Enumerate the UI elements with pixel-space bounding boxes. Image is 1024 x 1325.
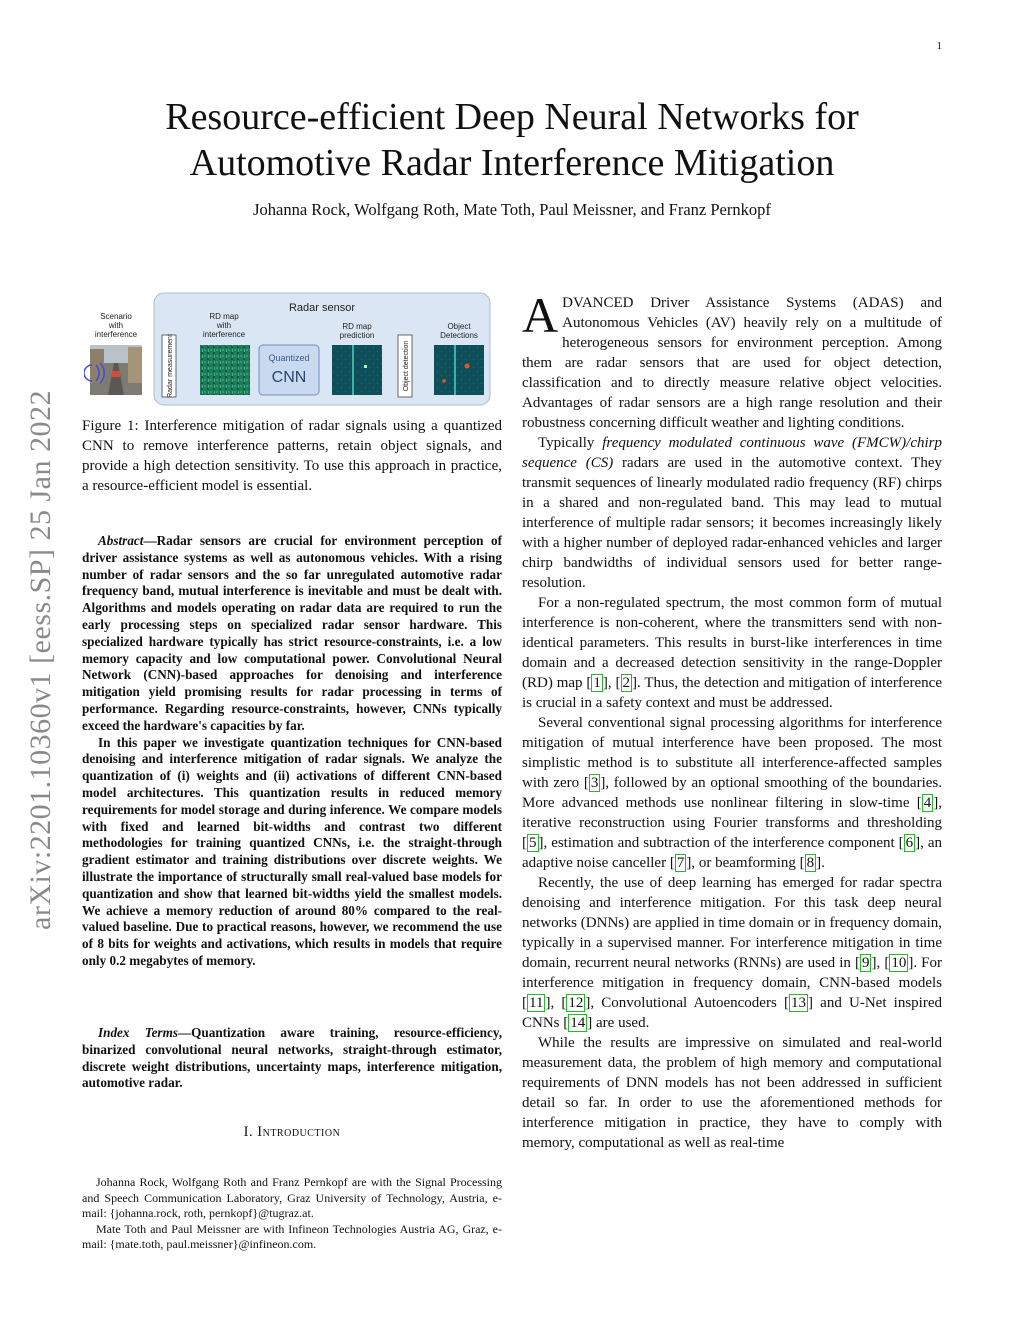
title-line-1: Resource-efficient Deep Neural Networks for [165,96,859,138]
abstract-paragraph-2: In this paper we investigate quantization techniques for CNN-based denoising and interference mitigation of radar signals. We analyze the quantization of (i) weights and (ii) activations of different CNN-based model architectures. This quantization results in reduced memory requirements for model storage and during inference. We compare models with fixed and learned bit-widths and contrast two different methodologies for training quantized CNNs, i.e. the straight-through gradient estimator and training distributions over discrete weights. We illustrate the importance of structurally small real-valued base models for quantization and show that learned bit-widths yield the smallest models. We achieve a memory reduction of around 80% compared to the real-valued baseline. Due to practical reasons, however, we recommend the use of 8 bits for weights and activations, which results in models that require only 0.2 megabytes of memory. [82,734,502,968]
index-terms-label: Index Terms [98,1025,178,1040]
citation-link[interactable]: 5 [529,835,537,851]
object-detections-label-1: Object [447,322,471,331]
footnotes [82,1175,502,1253]
object-detections-image [434,345,484,395]
scenario-label-3: interference [94,330,138,339]
quantized-label: Quantized [268,353,310,363]
abstract-paragraph-1: —Radar sensors are crucial for environment perception of driver assistance systems as well as autonomous vehicles. With a rising number of radar sensors and the so far unregulated automotive radar frequency band, mutual interference is inevitable and must be dealt with. Algorithms and models operating on radar data are required to run the early processing steps on specialized radar sensor hardware. This specialized hardware typically has strict resource-constraints, i.e. a low memory capacity and low computational power. Convolutional Neural Network (CNN)-based approaches for denoising and interference mitigation yield promising results for radar processing in terms of performance. Regarding resource-constraints, however, CNNs typically exceed the hardware's capacities by far. [82,533,502,733]
citation-link[interactable]: 10 [891,955,907,971]
arxiv-stamp-text: arXiv:2201.10360v1 [eess.SP] 25 Jan 2022 [24,390,57,930]
citation-link[interactable]: 6 [905,835,914,851]
scenario-label-2: with [108,321,124,330]
arxiv-stamp[interactable] [18,360,64,960]
rd-map-interference-image [200,345,250,395]
radar-sensor-label: Radar sensor [288,302,356,314]
object-detections-label-2: Detections [440,331,478,340]
object-detection-label: Object detection [403,340,410,392]
radar-measurement-label: Radar measurement [167,334,174,398]
citation-link[interactable]: 14 [570,1015,586,1031]
citation-link[interactable]: 4 [923,795,932,811]
section-heading [82,1124,502,1141]
citation-link[interactable]: 1 [593,675,601,691]
intro-paragraph-3: For a non-regulated spectrum, the most common form of mutual interference is non-coherent, where the transmitters send with non-identical parameters. This results in burst-like interferences in time domain and a decreased detection sensitivity in the range-Doppler (RD) map [ 1 ], [ 2 ]. Thus, the detection and mitigation of interference is crucial in a safety context and must be addressed. [522,595,942,711]
citation-link[interactable]: 13 [790,995,806,1011]
footnote-1: Johanna Rock, Wolfgang Roth and Franz Pernkopf are with the Signal Processing and Speech Communication Laboratory, Graz University of Technology, Austria, e-mail: {johanna.rock, roth, pernkopf}@tugraz.at. [82,1175,502,1220]
figure-1 [84,289,500,411]
intro-paragraph-4: Several conventional signal processing algorithms for interference mitigation of mutual interference have been proposed. The most simplistic method is to substitute all interference-affected samples with zero [ 3 ], followed by an optional smoothing of the boundaries. More advanced methods use nonlinear filtering in slow-time [ 4 ], iterative reconstruction using Fourier transforms and thresholding [ 5 ], estimation and subtraction of the interference component [ 6 ], an adaptive noise canceller [ 7 ], or beamforming [ 8 ]. [522,715,942,871]
page-number: 1 [936,40,942,52]
intro-paragraph-2: Typically frequency modulated continuous wave (FMCW)/chirp sequence (CS) radars are used in the automotive context. They transmit sequences of linearly modulated radio frequency (RF) chirps in a shared and non-regulated band. This may lead to mutual interference of multiple radar sensors; it becomes increasingly likely with a higher number of deployed radar-enhanced vehicles and larger chirp bandwidths of individual sensors used for better range-resolution. [522,435,942,591]
title-line-2: Automotive Radar Interference Mitigation [189,142,835,184]
figure-1-diagram [84,289,500,411]
intro-paragraph-5: Recently, the use of deep learning has emerged for radar spectra denoising and interference mitigation. For this task deep neural networks (DNNs) are applied in time domain or in frequency domain, typically in a supervised manner. For interference mitigation in time domain, recurrent neural networks (RNNs) are used in [ 9 ], [ 10 ]. For interference mitigation in frequency domain, CNN-based models [ 11 ], [ 12 ], Convolutional Autoencoders [ 13 ] and U-Net inspired CNNs [ 14 ] are used. [522,875,942,1031]
intro-paragraph-1: ADVANCED Driver Assistance Systems (ADAS) and Autonomous Vehicles (AV) heavily rely on a multitude of heterogeneous sensors for environment perception. Among them are radar sensors that are used for object detection, classification and to directly measure relative object velocities. Advantages of radar sensors are a high range resolution and their robustness concerning difficult weather and lighting conditions. [522,287,942,431]
rd-map-label-3: interference [202,330,246,339]
paper-title [100,94,924,186]
street-scene-image [84,345,142,395]
footnote-2: Mate Toth and Paul Meissner are with Infineon Technologies Austria AG, Graz, e-mail: {mate.toth, paul.meissner}@infineon.com. [82,1221,502,1251]
scenario-label-1: Scenario [100,312,132,321]
intro-paragraph-6: While the results are impressive on simulated and real-world measurement data, the problem of high memory and computational requirements of DNN models has not been addressed in sufficient detail so far. In order to use the aforementioned methods for interference mitigation in practice, they have to comply with memory, computational as well as real-time [522,1035,942,1151]
section-number: I. [243,1124,254,1140]
citation-link[interactable]: 8 [806,855,815,871]
rd-pred-label-1: RD map [342,322,372,331]
dropcap: A [522,287,559,343]
citation-link[interactable]: 2 [622,675,630,691]
rd-map-label-2: with [216,321,232,330]
citation-link[interactable]: 11 [529,995,544,1011]
abstract-label: Abstract [98,533,144,548]
citation-link[interactable]: 12 [568,995,584,1011]
abstract [82,533,502,970]
section-title: Introduction [257,1124,341,1140]
authors: Johanna Rock, Wolfgang Roth, Mate Toth, Paul Meissner, and Franz Pernkopf [253,200,771,219]
rd-pred-label-2: prediction [339,331,375,340]
figure-caption: Figure 1: Interference mitigation of radar signals using a quantized CNN to remove interference patterns, retain object signals, and provide a high detection sensitivity. To use this approach in practice, a resource-efficient model is essential. [82,418,502,494]
citation-link[interactable]: 3 [590,775,599,791]
citation-link[interactable]: 7 [676,855,685,871]
cnn-label: CNN [271,369,307,386]
intro-body [522,287,942,1153]
index-terms-text: —Quantization aware training, resource-efficiency, binarized convolutional neural networks, straight-through estimator, discrete weight distributions, uncertainty maps, interference mitigation, automotive radar. [82,1025,502,1091]
index-terms [82,1025,502,1092]
rd-map-label-1: RD map [209,312,239,321]
rd-map-prediction-image [332,345,382,395]
citation-link[interactable]: 9 [861,955,870,971]
